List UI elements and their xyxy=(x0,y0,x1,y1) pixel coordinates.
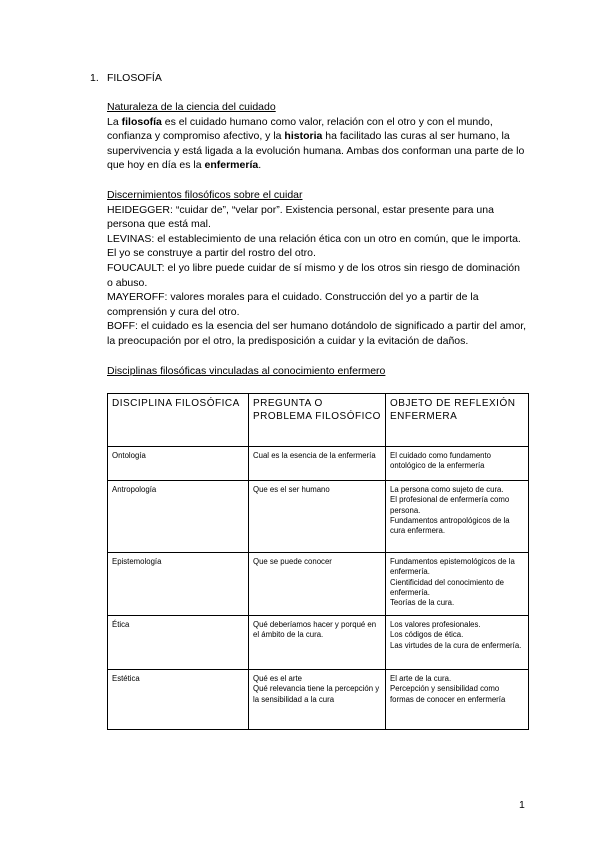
heading-title: FILOSOFÍA xyxy=(107,72,162,84)
table-cell: Qué es el arte Qué relevancia tiene la percepción y la sensibilidad a la cura xyxy=(249,670,386,730)
section-heading xyxy=(90,72,162,84)
table-cell: Qué deberíamos hacer y porqué en el ámbito de la cura. xyxy=(249,616,386,670)
table-header-cell: DISCIPLINA FILOSÓFICA xyxy=(108,394,249,447)
table-header-cell: PREGUNTA O PROBLEMA FILOSÓFICO xyxy=(249,394,386,447)
bold-term-historia: historia xyxy=(284,130,323,143)
table-cell: Que es el ser humano xyxy=(249,481,386,553)
table-row xyxy=(108,447,529,481)
table-header-row xyxy=(108,394,529,447)
disciplines-table xyxy=(107,393,529,730)
philosopher-item-levinas: LEVINAS: el establecimiento de una relación ética con un otro en común, que le importa. El yo se construye a partir del rostro del otro. xyxy=(107,232,521,260)
text-run: La xyxy=(107,115,122,128)
bold-term-enfermeria: enfermería xyxy=(204,159,259,172)
heading-number: 1. xyxy=(90,72,99,84)
section-title-naturaleza: Naturaleza de la ciencia del cuidado xyxy=(107,101,276,113)
table-cell: Ética xyxy=(108,616,249,670)
text-run: . xyxy=(258,159,262,172)
section-disciplinas xyxy=(107,364,527,379)
table-cell: Cual es la esencia de la enfermería xyxy=(249,447,386,481)
bold-term-filosofia: filosofía xyxy=(121,115,162,128)
text-run: ha facilitado las curas al ser humano, la supervivencia y está ligada a la evolución humana. Ambas dos conforman una parte de lo que hoy en día es la xyxy=(107,130,525,172)
table-row xyxy=(108,553,529,616)
section-title-disciplinas: Disciplinas filosóficas vinculadas al conocimiento enfermero xyxy=(107,365,386,377)
table-cell: El arte de la cura. Percepción y sensibilidad como formas de conocer en enfermería xyxy=(386,670,529,730)
text-run: es el cuidado humano como valor, relación con el otro y con el mundo, confianza y compromiso afectivo, y la xyxy=(107,115,493,143)
table-cell: Ontología xyxy=(108,447,249,481)
philosopher-item-heidegger: HEIDEGGER: “cuidar de”, “velar por”. Existencia personal, estar presente para una persona que está mal. xyxy=(107,203,494,231)
table-cell: Fundamentos epistemológicos de la enfermería. Cientificidad del conocimiento de enfermería. Teorías de la cura. xyxy=(386,553,529,616)
table-cell: La persona como sujeto de cura. El profesional de enfermería como persona. Fundamentos antropológicos de la cura enfermera. xyxy=(386,481,529,553)
table-cell: Antropología xyxy=(108,481,249,553)
page-number: 1 xyxy=(519,799,525,811)
philosopher-item-mayeroff: MAYEROFF: valores morales para el cuidado. Construcción del yo a partir de la comprensión y cura del otro. xyxy=(107,291,479,318)
section-discernimientos xyxy=(107,188,527,349)
table-row xyxy=(108,670,529,730)
section-title-discernimientos: Discernimientos filosóficos sobre el cuidar xyxy=(107,189,303,201)
philosopher-item-boff: BOFF: el cuidado es la esencia del ser humano dotándolo de significado a partir del amor, la preocupación por el otro, la predisposición a cuidar y la evitación de daños. xyxy=(107,320,527,347)
table-row xyxy=(108,616,529,670)
table-cell: Estética xyxy=(108,670,249,730)
table-header-cell: OBJETO DE REFLEXIÓN ENFERMERA xyxy=(386,394,529,447)
paragraph-naturaleza xyxy=(107,115,527,173)
table-cell: El cuidado como fundamento ontológico de la enfermería xyxy=(386,447,529,481)
table-cell: Los valores profesionales. Los códigos de ética. Las virtudes de la cura de enfermería. xyxy=(386,616,529,670)
philosopher-item-foucault: FOUCAULT: el yo libre puede cuidar de sí mismo y de los otros sin riesgo de dominación o abuso. xyxy=(107,261,520,289)
table-row xyxy=(108,481,529,553)
section-naturaleza xyxy=(107,100,527,173)
table-cell: Epistemología xyxy=(108,553,249,616)
table-cell: Que se puede conocer xyxy=(249,553,386,616)
